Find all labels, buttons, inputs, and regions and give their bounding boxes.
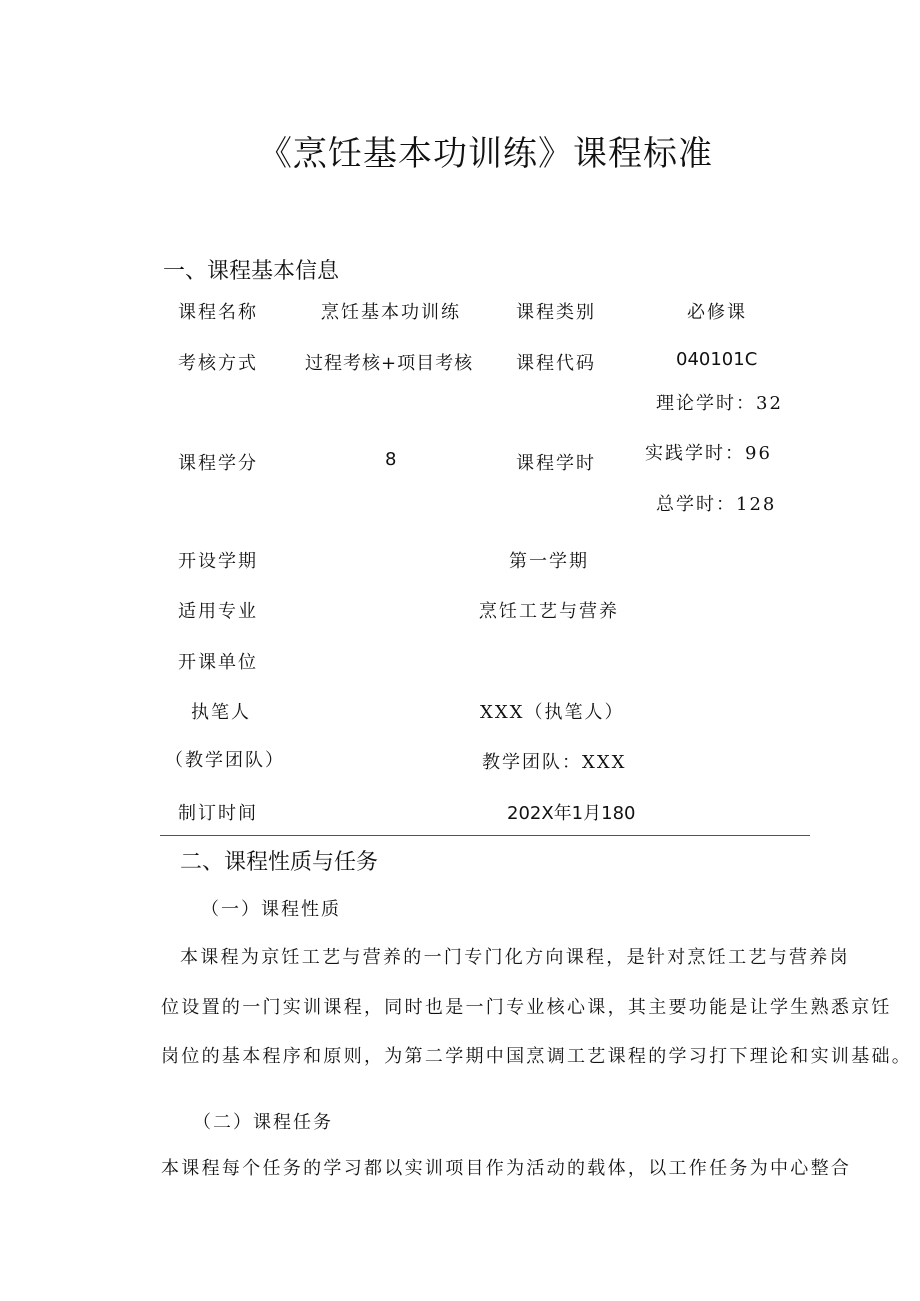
document-title: 《烹饪基本功训练》课程标准 <box>258 134 713 174</box>
subheading-course-nature: （一）课程性质 <box>201 899 341 920</box>
label-teaching-team: （教学团队） <box>165 750 285 771</box>
paragraph-line: 本课程每个任务的学习都以实训项目作为活动的载体，以工作任务为中心整合 <box>161 1158 852 1179</box>
label-course-name: 课程名称 <box>178 302 258 323</box>
value-course-category: 必修课 <box>687 302 747 323</box>
value-assessment: 过程考核+项目考核 <box>305 353 474 374</box>
section-divider <box>160 835 810 836</box>
label-course-category: 课程类别 <box>516 302 596 323</box>
value-total-hours: 总学时：128 <box>656 494 777 515</box>
value-formulation-date: 202X年1月180 <box>507 803 636 824</box>
label-assessment: 考核方式 <box>178 353 258 374</box>
paragraph-line: 本课程为京饪工艺与营养的一门专门化方向课程，是针对烹饪工艺与营养岗 <box>180 947 850 968</box>
value-teaching-team: 教学团队：XXX <box>482 752 627 773</box>
subheading-course-tasks: （二）课程任务 <box>193 1112 333 1133</box>
label-credits: 课程学分 <box>178 453 258 474</box>
paragraph-line: 岗位的基本程序和原则，为第二学期中国烹调工艺课程的学习打下理论和实训基础。 <box>161 1046 913 1067</box>
label-course-code: 课程代码 <box>516 353 596 374</box>
value-course-code: 040101C <box>676 349 758 370</box>
value-theory-hours: 理论学时：32 <box>656 393 783 414</box>
value-writer: XXX（执笔人） <box>480 702 625 723</box>
value-credits: 8 <box>385 449 397 470</box>
section-heading-basic-info: 一、课程基本信息 <box>163 259 340 284</box>
section-heading-nature-tasks: 二、课程性质与任务 <box>180 850 379 875</box>
label-formulation-date: 制订时间 <box>178 803 258 824</box>
value-applicable-major: 烹饪工艺与营养 <box>479 601 619 622</box>
value-practice-hours: 实践学时：96 <box>645 443 772 464</box>
label-semester: 开设学期 <box>178 551 258 572</box>
label-writer: 执笔人 <box>191 702 251 723</box>
paragraph-line: 位设置的一门实训课程，同时也是一门专业核心课，其主要功能是让学生熟悉京饪 <box>161 997 892 1018</box>
value-semester: 第一学期 <box>509 551 589 572</box>
label-class-hours: 课程学时 <box>516 453 596 474</box>
label-offering-unit: 开课单位 <box>178 652 258 673</box>
label-applicable-major: 适用专业 <box>178 601 258 622</box>
value-course-name: 烹饪基本功训练 <box>321 302 461 323</box>
